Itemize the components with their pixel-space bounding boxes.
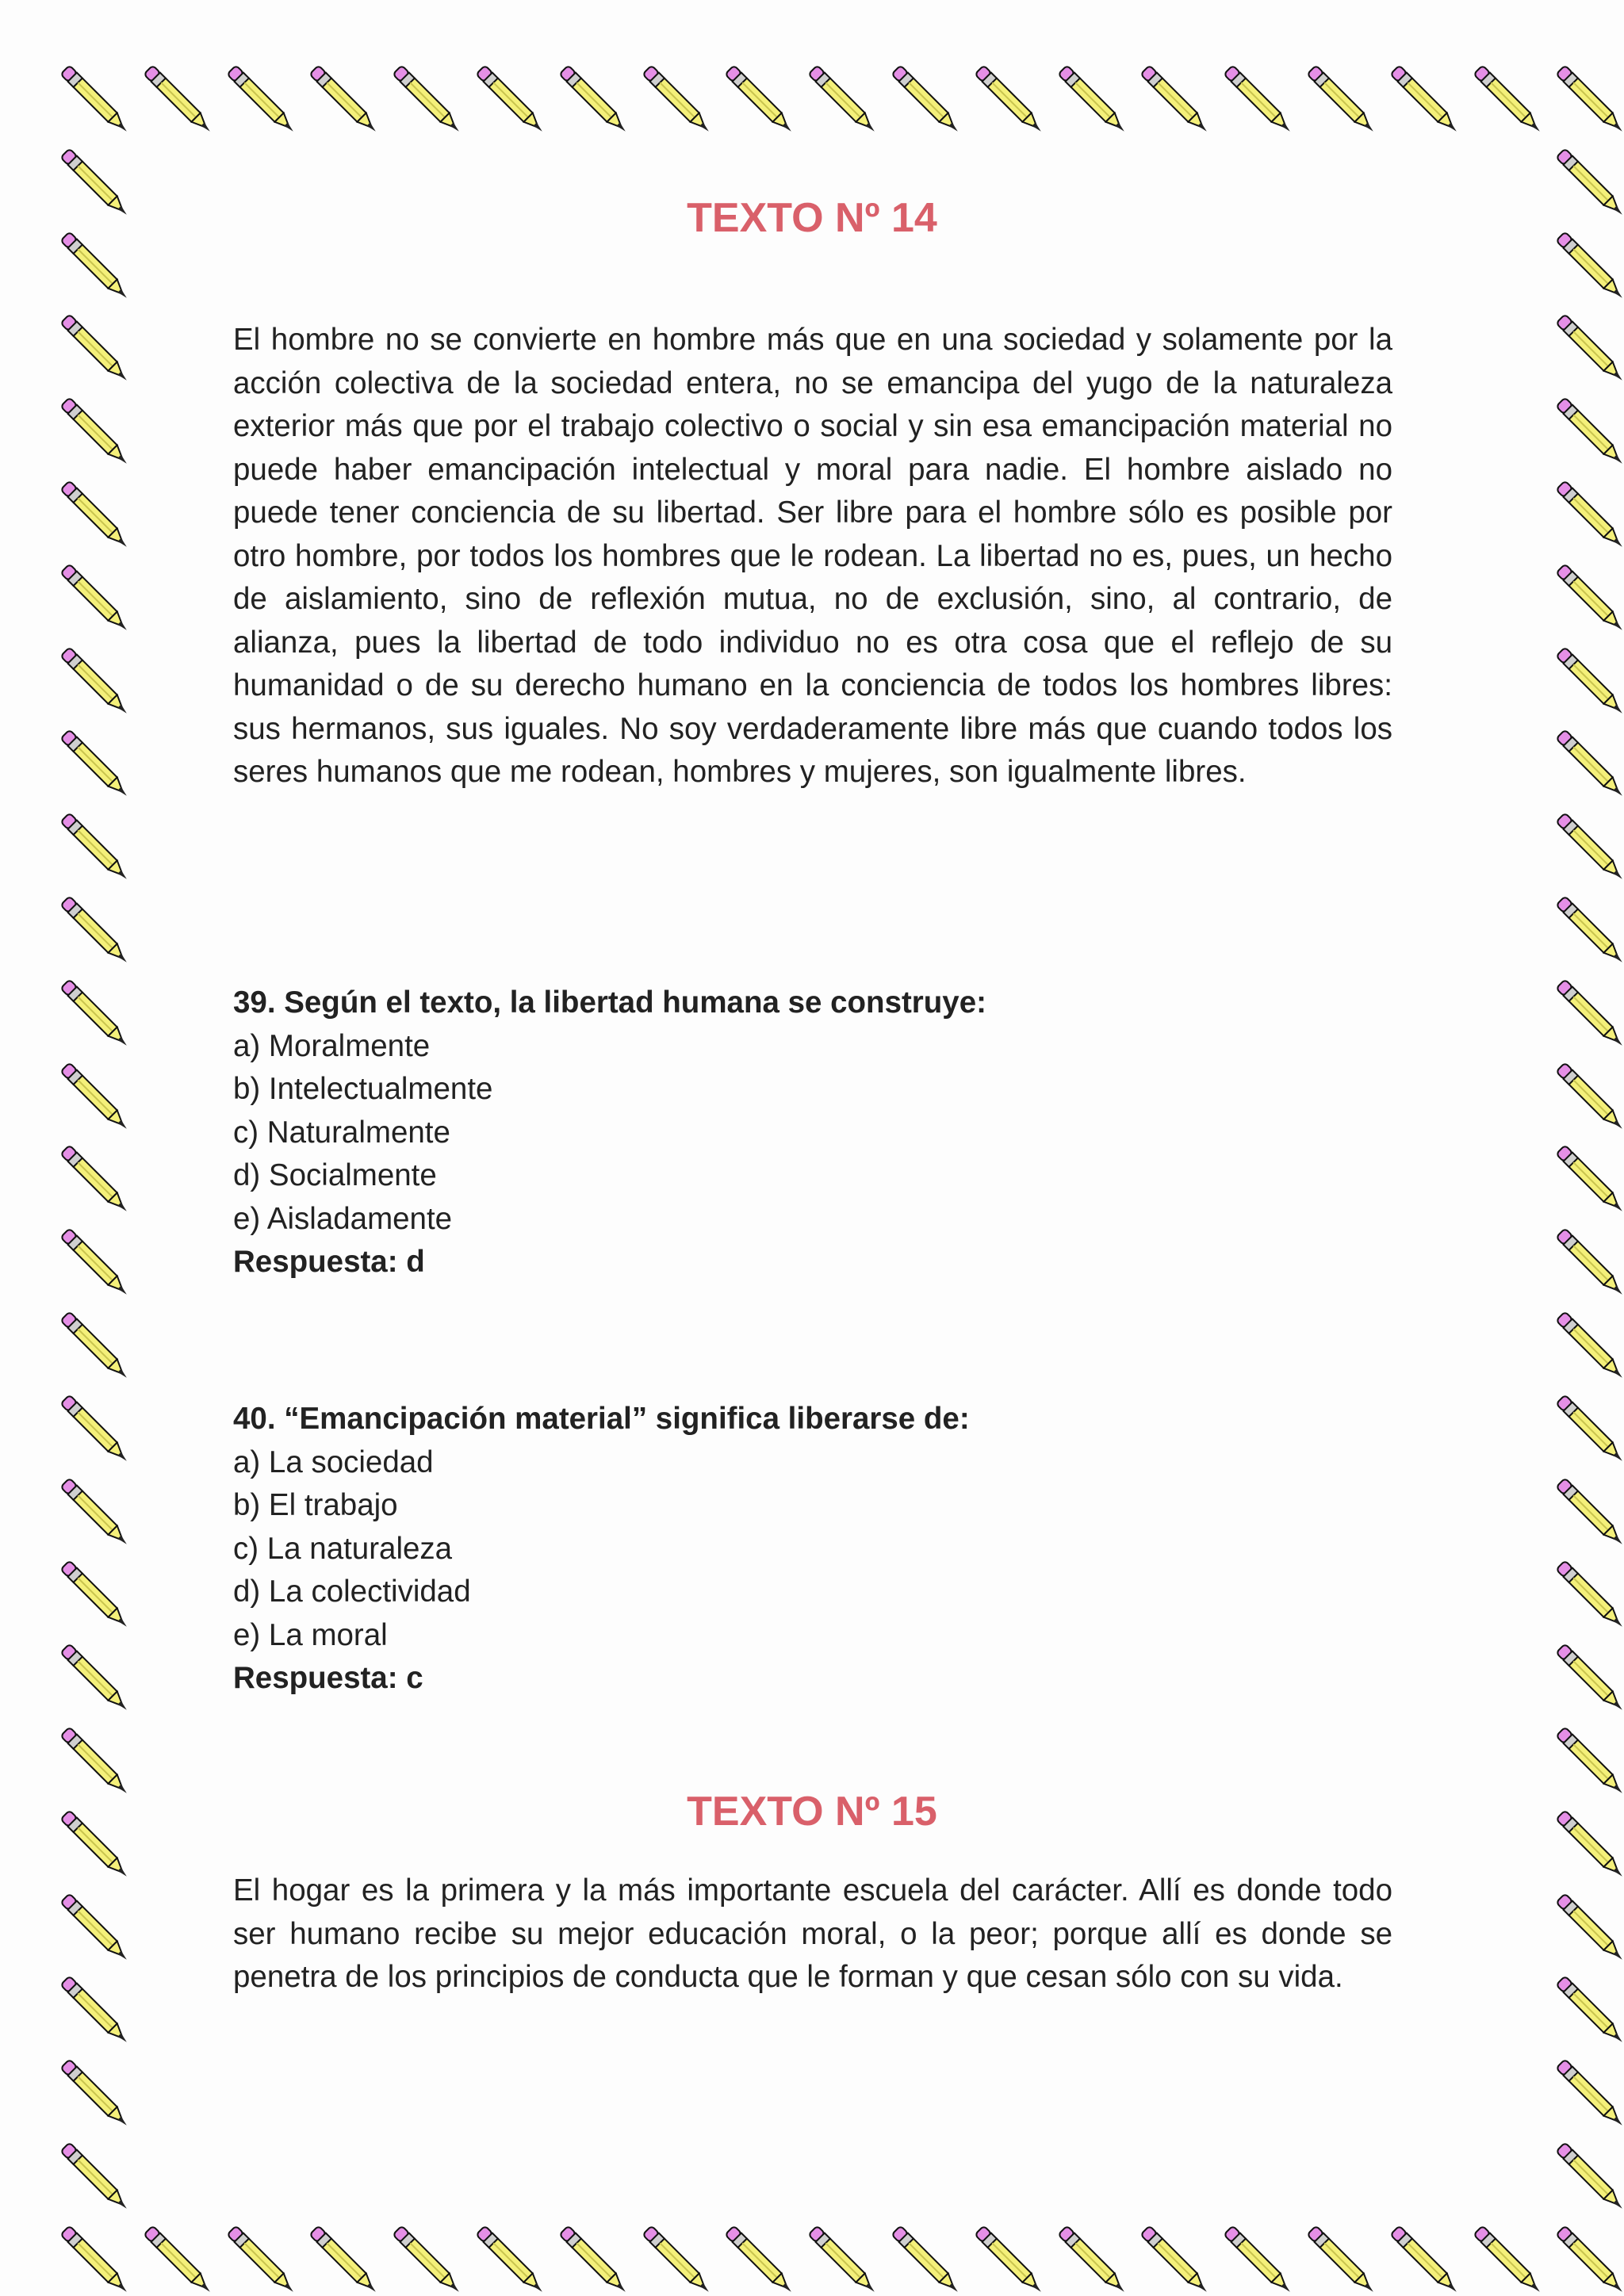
- question-40-option-e: e) La moral: [233, 1617, 388, 1652]
- question-40-option-b: b) El trabajo: [233, 1488, 398, 1522]
- question-40-title: 40. “Emancipación material” significa liberarse de:: [233, 1402, 970, 1436]
- pencil-icon: [473, 2222, 556, 2296]
- pencil-icon: [1553, 893, 1624, 976]
- pencil-icon: [57, 1142, 140, 1225]
- pencil-icon: [1553, 2139, 1624, 2222]
- pencil-icon: [639, 2222, 722, 2296]
- pencil-icon: [1553, 2056, 1624, 2139]
- pencil-icon: [1304, 62, 1387, 145]
- pencil-icon: [57, 1640, 140, 1724]
- text-14-body: [233, 319, 1392, 794]
- pencil-icon: [57, 394, 140, 477]
- pencil-icon: [57, 1557, 140, 1640]
- question-39-option-e: e) Aisladamente: [233, 1201, 453, 1236]
- pencil-icon: [1304, 2222, 1387, 2296]
- pencil-icon: [1553, 1225, 1624, 1308]
- pencil-icon: [57, 726, 140, 809]
- pencil-icon: [57, 477, 140, 561]
- text-14-heading: TEXTO Nº 14: [687, 195, 937, 241]
- question-39-title: 39. Según el texto, la libertad humana se construye:: [233, 985, 986, 1020]
- pencil-icon: [224, 62, 307, 145]
- pencil-icon: [1055, 62, 1138, 145]
- pencil-icon: [306, 62, 389, 145]
- pencil-icon: [1220, 62, 1304, 145]
- question-39-option-d: d) Socialmente: [233, 1158, 437, 1192]
- question-39-option-a: a) Moralmente: [233, 1028, 431, 1063]
- pencil-icon: [1553, 62, 1624, 145]
- pencil-icon: [57, 311, 140, 394]
- text-15-heading: TEXTO Nº 15: [687, 1789, 937, 1835]
- pencil-icon: [57, 1475, 140, 1558]
- pencil-icon: [1137, 62, 1220, 145]
- pencil-icon: [1553, 1059, 1624, 1142]
- pencil-icon: [1553, 1391, 1624, 1475]
- pencil-icon: [57, 2139, 140, 2222]
- pencil-icon: [805, 62, 888, 145]
- question-39-answer: Respuesta: d: [233, 1245, 425, 1279]
- question-39-option-c: c) Naturalmente: [233, 1115, 450, 1150]
- pencil-icon: [1553, 1557, 1624, 1640]
- pencil-icon: [57, 976, 140, 1059]
- pencil-icon: [389, 2222, 473, 2296]
- pencil-icon: [639, 62, 722, 145]
- pencil-icon: [57, 893, 140, 976]
- text-14-paragraph: El hombre no se convierte en hombre más que en una sociedad y solamente por la acción colectiva de la sociedad entera, no se emancipa del yugo de la naturaleza exterior más que por el trabajo colectivo o social y sin esa emancipación material no puede haber emancipación intelectual y moral para nadie. El hombre aislado no puede tener conciencia de su libertad. Ser libre para el hombre sólo es posible por otro hombre, por todos los hombres que le rodean. La libertad no es, pues, un hecho de aislamiento, sino de reflexión mutua, no de exclusión, sino, al contrario, de alianza, pues la libertad de todo individuo no es otra cosa que el reflejo de su humanidad o de su derecho humano en la conciencia de todos los hombres libres: sus hermanos, sus iguales. No soy verdaderamente libre más que cuando todos los seres humanos que me rodean, hombres y mujeres, son igualmente libres.: [233, 323, 1392, 789]
- pencil-icon: [1553, 2222, 1624, 2296]
- text-15-paragraph: El hogar es la primera y la más importante escuela del carácter. Allí es donde todo ser humano recibe su mejor educación moral, o la peor; porque allí es donde se penetra de los principios de conducta que le forman y que cesan sólo con su vida.: [233, 1873, 1392, 1994]
- pencil-icon: [1553, 976, 1624, 1059]
- pencil-icon: [1553, 726, 1624, 809]
- pencil-icon: [1387, 62, 1470, 145]
- pencil-icon: [1553, 311, 1624, 394]
- pencil-icon: [140, 2222, 224, 2296]
- pencil-icon: [57, 1890, 140, 1973]
- pencil-icon: [57, 1973, 140, 2056]
- pencil-icon: [1220, 2222, 1304, 2296]
- pencil-icon: [722, 2222, 805, 2296]
- pencil-icon: [1137, 2222, 1220, 2296]
- pencil-icon: [57, 644, 140, 727]
- pencil-icon: [971, 62, 1055, 145]
- pencil-icon: [1553, 1973, 1624, 2056]
- pencil-icon: [971, 2222, 1055, 2296]
- pencil-icon: [1553, 394, 1624, 477]
- question-39-option-b: b) Intelectualmente: [233, 1072, 493, 1106]
- pencil-icon: [1055, 2222, 1138, 2296]
- pencil-icon: [1553, 1890, 1624, 1973]
- pencil-icon: [1553, 644, 1624, 727]
- text-15-body: [233, 1869, 1392, 1999]
- question-40-option-d: d) La colectividad: [233, 1575, 471, 1609]
- pencil-icon: [805, 2222, 888, 2296]
- pencil-icon: [1553, 561, 1624, 644]
- pencil-icon: [306, 2222, 389, 2296]
- pencil-icon: [1553, 1640, 1624, 1724]
- pencil-icon: [1387, 2222, 1470, 2296]
- pencil-icon: [57, 1308, 140, 1391]
- pencil-icon: [57, 1391, 140, 1475]
- pencil-icon: [1553, 1142, 1624, 1225]
- pencil-icon: [224, 2222, 307, 2296]
- pencil-icon: [888, 2222, 971, 2296]
- pencil-icon: [556, 2222, 639, 2296]
- pencil-icon: [389, 62, 473, 145]
- pencil-icon: [1470, 62, 1553, 145]
- pencil-icon: [473, 62, 556, 145]
- pencil-icon: [722, 62, 805, 145]
- pencil-icon: [57, 1225, 140, 1308]
- pencil-icon: [1553, 809, 1624, 893]
- pencil-icon: [57, 809, 140, 893]
- question-39: [233, 982, 1392, 1284]
- pencil-icon: [57, 2222, 140, 2296]
- pencil-icon: [1553, 1475, 1624, 1558]
- question-40-answer: Respuesta: c: [233, 1661, 423, 1695]
- pencil-icon: [140, 62, 224, 145]
- question-40-option-a: a) La sociedad: [233, 1445, 434, 1479]
- pencil-icon: [57, 2056, 140, 2139]
- pencil-icon: [57, 1059, 140, 1142]
- pencil-icon: [888, 62, 971, 145]
- pencil-icon: [57, 561, 140, 644]
- question-40: [233, 1398, 1392, 1701]
- question-40-option-c: c) La naturaleza: [233, 1531, 453, 1566]
- pencil-icon: [1553, 477, 1624, 561]
- pencil-icon: [1470, 2222, 1553, 2296]
- pencil-icon: [556, 62, 639, 145]
- pencil-icon: [1553, 1308, 1624, 1391]
- pencil-icon: [57, 62, 140, 145]
